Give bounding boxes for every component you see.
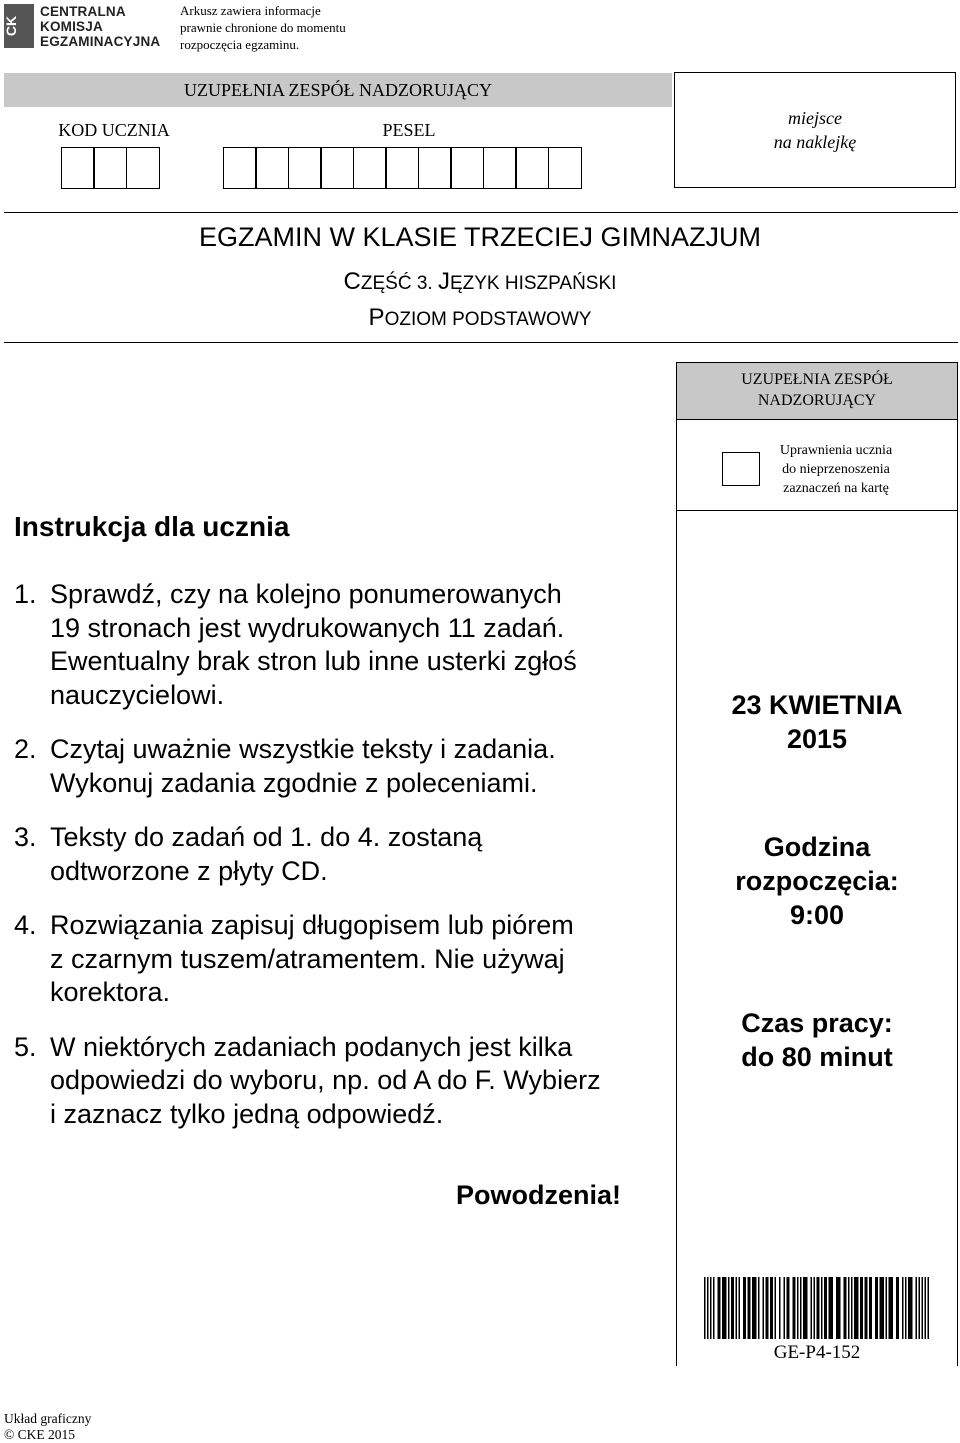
pesel-box[interactable]	[385, 147, 419, 189]
right-panel-header	[676, 362, 958, 420]
pesel-box[interactable]	[418, 147, 452, 189]
logo-line-2: KOMISJA	[40, 19, 103, 34]
start-time-line-2: rozpoczęcia:	[735, 866, 899, 896]
note-line-1: Arkusz zawiera informacje	[180, 3, 321, 18]
instruction-number: 3.	[14, 822, 37, 852]
instruction-line: Sprawdź, czy na kolejno ponumerowanych	[50, 579, 562, 609]
start-time	[676, 830, 958, 932]
footer-credit	[4, 1411, 91, 1443]
exam-date	[676, 688, 958, 756]
instruction-line: Czytaj uważnie wszystkie teksty i zadania.	[50, 734, 556, 764]
cke-logo-mark	[4, 4, 34, 48]
divider-top	[4, 212, 958, 213]
supervisor-header: UZUPEŁNIA ZESPÓŁ NADZORUJĄCY	[4, 73, 672, 107]
instruction-item	[14, 909, 674, 1010]
instruction-line: W niektórych zadaniach podanych jest kilka	[50, 1031, 573, 1062]
divider-middle	[4, 342, 958, 343]
pesel-box[interactable]	[353, 147, 387, 189]
sticker-line-1: miejsce	[788, 108, 842, 128]
barcode-image	[704, 1277, 930, 1339]
permissions-line-3: zaznaczeń na kartę	[783, 481, 889, 496]
note-line-3: rozpoczęcia egzaminu.	[180, 37, 300, 52]
permissions-line-1: Uprawnienia ucznia	[779, 443, 893, 458]
instruction-item	[14, 733, 674, 800]
note-line-2: prawnie chronione do momentu	[180, 20, 346, 35]
instruction-item	[14, 578, 674, 712]
instructions-list	[14, 578, 674, 1152]
pesel-box[interactable]	[255, 147, 289, 189]
student-code-box[interactable]	[93, 147, 127, 189]
student-code-box[interactable]	[61, 147, 95, 189]
footer-line-2: © CKE 2015	[4, 1427, 76, 1442]
permissions-text	[764, 441, 908, 498]
right-panel-divider	[676, 510, 958, 511]
start-time-line-3: 9:00	[789, 900, 845, 930]
pesel-box[interactable]	[515, 147, 549, 189]
instruction-line: odtworzone z płyty CD.	[50, 855, 328, 886]
pesel-box[interactable]	[320, 147, 354, 189]
right-header-line-1: UZUPEŁNIA ZESPÓŁ	[741, 371, 893, 388]
work-duration	[676, 1006, 958, 1074]
exam-date-line-1: 23 KWIETNIA	[731, 690, 903, 720]
lang-cap: J	[437, 268, 450, 295]
permissions-line-2: do nieprzenoszenia	[782, 462, 890, 477]
level-rest: OZIOM PODSTAWOWY	[384, 309, 592, 330]
duration-line-2: do 80 minut	[741, 1042, 893, 1072]
logo-line-3: EGZAMINACYJNA	[40, 34, 161, 49]
pesel-label: PESEL	[382, 120, 436, 140]
confidentiality-note	[180, 2, 346, 53]
instruction-line: Wykonuj zadania zgodnie z poleceniami.	[50, 767, 538, 798]
part-rest: ZĘŚĆ 3.	[360, 273, 438, 294]
instruction-line: i zaznacz tylko jedną odpowiedź.	[50, 1098, 444, 1129]
sticker-area	[674, 72, 956, 188]
exam-part	[0, 268, 960, 296]
instruction-line: Rozwiązania zapisuj długopisem lub piórem	[50, 910, 574, 940]
lang-rest: ĘZYK HISZPAŃSKI	[449, 273, 617, 294]
cke-logo-mark-text: CK	[3, 15, 19, 37]
instruction-number: 1.	[14, 579, 37, 609]
cke-logo-text	[40, 4, 160, 49]
student-code-boxes	[62, 147, 160, 189]
right-header-line-2: NADZORUJĄCY	[757, 392, 877, 409]
instruction-line: 19 stronach jest wydrukowanych 11 zadań.	[50, 612, 565, 643]
pesel-boxes	[224, 147, 582, 189]
good-luck-text: Powodzenia!	[456, 1180, 622, 1210]
student-code-label: KOD UCZNIA	[58, 120, 170, 140]
instruction-item	[14, 1031, 674, 1132]
student-code-box[interactable]	[126, 147, 160, 189]
barcode-code: GE-P4-152	[773, 1342, 861, 1363]
instruction-number: 5.	[14, 1031, 37, 1062]
instruction-line: korektora.	[50, 977, 171, 1007]
sticker-line-2: na naklejkę	[773, 132, 857, 152]
permissions-checkbox[interactable]	[722, 452, 760, 486]
instructions-title: Instrukcja dla ucznia	[14, 511, 290, 542]
instruction-line: z czarnym tuszem/atramentem. Nie używaj	[50, 943, 565, 974]
pesel-box[interactable]	[548, 147, 582, 189]
part-cap: C	[343, 268, 361, 295]
instruction-line: nauczycielowi.	[50, 679, 225, 710]
start-time-line-1: Godzina	[763, 832, 871, 862]
exam-title: EGZAMIN W KLASIE TRZECIEJ GIMNAZJUM	[198, 222, 762, 252]
instruction-line: Teksty do zadań od 1. do 4. zostaną	[50, 822, 483, 852]
logo-line-1: CENTRALNA	[40, 4, 126, 19]
instruction-number: 2.	[14, 734, 37, 764]
level-cap: P	[368, 304, 385, 331]
instruction-item	[14, 821, 674, 888]
pesel-box[interactable]	[288, 147, 322, 189]
footer-line-1: Układ graficzny	[4, 1411, 92, 1426]
pesel-box[interactable]	[483, 147, 517, 189]
instruction-line: odpowiedzi do wyboru, np. od A do F. Wybierz	[50, 1065, 601, 1095]
pesel-box[interactable]	[450, 147, 484, 189]
instruction-number: 4.	[14, 910, 37, 940]
duration-line-1: Czas pracy:	[741, 1008, 893, 1038]
exam-date-line-2: 2015	[786, 724, 848, 754]
pesel-box[interactable]	[223, 147, 257, 189]
instruction-line: Ewentualny brak stron lub inne usterki zgłoś	[50, 646, 577, 676]
exam-level	[0, 304, 960, 332]
